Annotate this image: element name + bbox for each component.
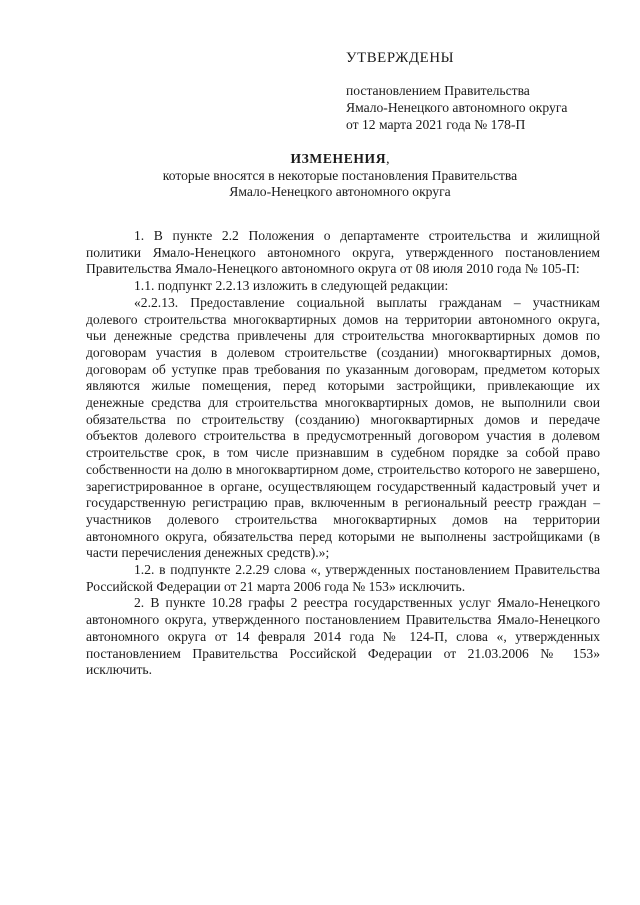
heading-title-row	[70, 151, 610, 168]
approval-line: Ямало-Ненецкого автономного округа	[346, 100, 568, 115]
paragraph-item-2: 2. В пункте 10.28 графы 2 реестра государственных услуг Ямало-Ненецкого автономного округа, утвержденного постановлением Правительства Ямало-Ненецкого автономного округа от 14 февраля 2014 года № 124-П, слова «, утвержденных постановлением Правительства Российской Федерации от 21.03.2006 № 153» исключить.	[86, 595, 600, 678]
heading-title-suffix: ,	[386, 151, 390, 166]
heading-title: ИЗМЕНЕНИЯ	[290, 151, 387, 166]
document-body	[86, 228, 600, 679]
paragraph-item-1-2: 1.2. в подпункте 2.2.29 слова «, утвержденных постановлением Правительства Российской Федерации от 21 марта 2006 года № 153» исключить.	[86, 562, 600, 594]
approval-line: постановлением Правительства	[346, 83, 530, 98]
document-heading	[70, 151, 610, 201]
approval-title: УТВЕРЖДЕНЫ	[346, 50, 455, 66]
paragraph-quoted-text: «2.2.13. Предоставление социальной выплаты гражданам – участникам долевого строительства многоквартирных домов на территории автономного округа, чьи денежные средства привлечены для строительства многоквартирных домов по договорам участия в долевом строительстве (создании) многоквартирных домов, договорам об уступке прав требования по указанным договорам, предметом которых являются жилые помещения, перед которыми застройщики, привлекающие их денежные средства для строительства многоквартирных домов, не выполнили свои обязательства по строительству (созданию) многоквартирных домов и передаче объектов долевого строительства в предусмотренный договором участия в долевом строительстве срок, в том числе признавшим в судебном порядке за собой право собственности на долю в многоквартирном доме, строительство которого не завершено, зарегистрированное в органе, осуществляющем государственный кадастровый учет и государственную регистрацию прав, включенным в региональный реестр граждан – участников долевого строительства многоквартирных домов на территории автономного округа, обязательства перед которыми не выполнены застройщиками (в части перечисления денежных средств).»;	[86, 294, 600, 561]
paragraph-item-1: 1. В пункте 2.2 Положения о департаменте строительства и жилищной политики Ямало-Ненецкого автономного округа, утвержденного постановлением Правительства Ямало-Ненецкого автономного округа от 08 июля 2010 года № 105-П:	[86, 228, 600, 277]
approval-block	[346, 50, 616, 133]
paragraph-item-1-1: 1.1. подпункт 2.2.13 изложить в следующей редакции:	[134, 278, 449, 294]
approval-line: от 12 марта 2021 года № 178-П	[346, 117, 526, 132]
heading-line: Ямало-Ненецкого автономного округа	[229, 184, 451, 199]
heading-line: которые вносятся в некоторые постановления Правительства	[162, 167, 518, 183]
